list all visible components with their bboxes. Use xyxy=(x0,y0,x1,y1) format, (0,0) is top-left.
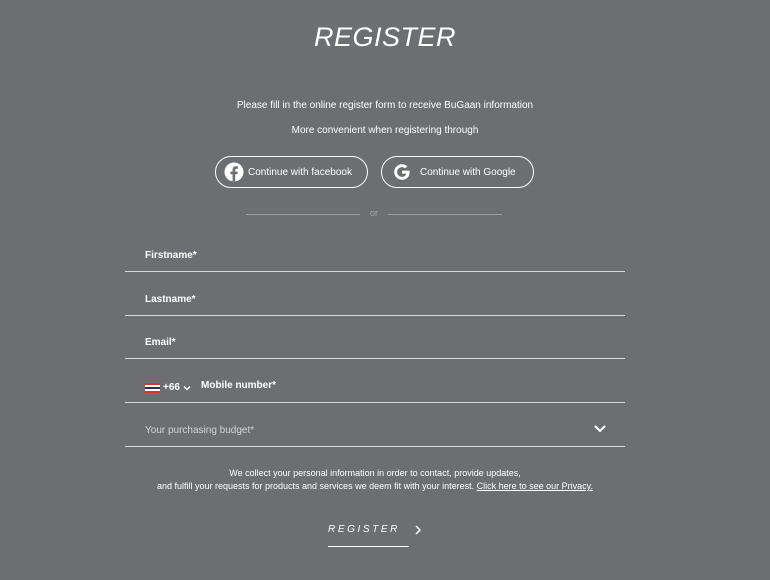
chevron-right-icon xyxy=(413,524,423,536)
email-field[interactable] xyxy=(125,319,625,359)
register-underline xyxy=(328,546,409,547)
mobile-field[interactable] xyxy=(125,363,625,403)
google-button-label: Continue with Google xyxy=(420,166,516,178)
thailand-flag-icon xyxy=(145,383,160,393)
firstname-label: Firstname* xyxy=(145,250,197,261)
facebook-icon xyxy=(224,162,244,182)
privacy-notice xyxy=(0,467,750,493)
lastname-field[interactable] xyxy=(125,276,625,316)
register-button[interactable] xyxy=(328,521,428,549)
google-icon xyxy=(392,162,412,182)
google-login-button[interactable] xyxy=(381,156,534,188)
page-title: REGISTER xyxy=(313,22,457,52)
chevron-down-icon xyxy=(183,385,191,391)
divider-line-left xyxy=(246,214,360,215)
intro-text: Please fill in the online register form to receive BuGaan information xyxy=(236,100,534,111)
firstname-field[interactable] xyxy=(125,232,625,272)
facebook-login-button[interactable] xyxy=(215,156,368,188)
chevron-down-icon xyxy=(593,422,607,436)
country-code-value: +66 xyxy=(163,382,180,393)
mobile-label: Mobile number* xyxy=(201,380,277,391)
budget-select[interactable] xyxy=(125,407,625,447)
email-label: Email* xyxy=(145,337,176,348)
facebook-button-label: Continue with facebook xyxy=(248,166,352,178)
budget-placeholder: Your purchasing budget* xyxy=(145,425,255,436)
divider-or: or xyxy=(369,208,378,218)
lastname-label: Lastname* xyxy=(145,294,196,305)
privacy-notice-line-2 xyxy=(0,480,750,493)
privacy-notice-text: and fulfill your requests for products and services we deem fit with your interest. xyxy=(156,481,475,491)
privacy-notice-line-1: We collect your personal information in order to contact, provide updates, xyxy=(229,468,521,478)
country-code-select[interactable] xyxy=(145,382,191,393)
divider-line-right xyxy=(388,214,502,215)
privacy-link[interactable]: Click here to see our Privacy. xyxy=(476,481,594,491)
register-button-label: REGISTER xyxy=(328,524,400,535)
social-prompt-text: More convenient when registering through xyxy=(291,125,479,136)
